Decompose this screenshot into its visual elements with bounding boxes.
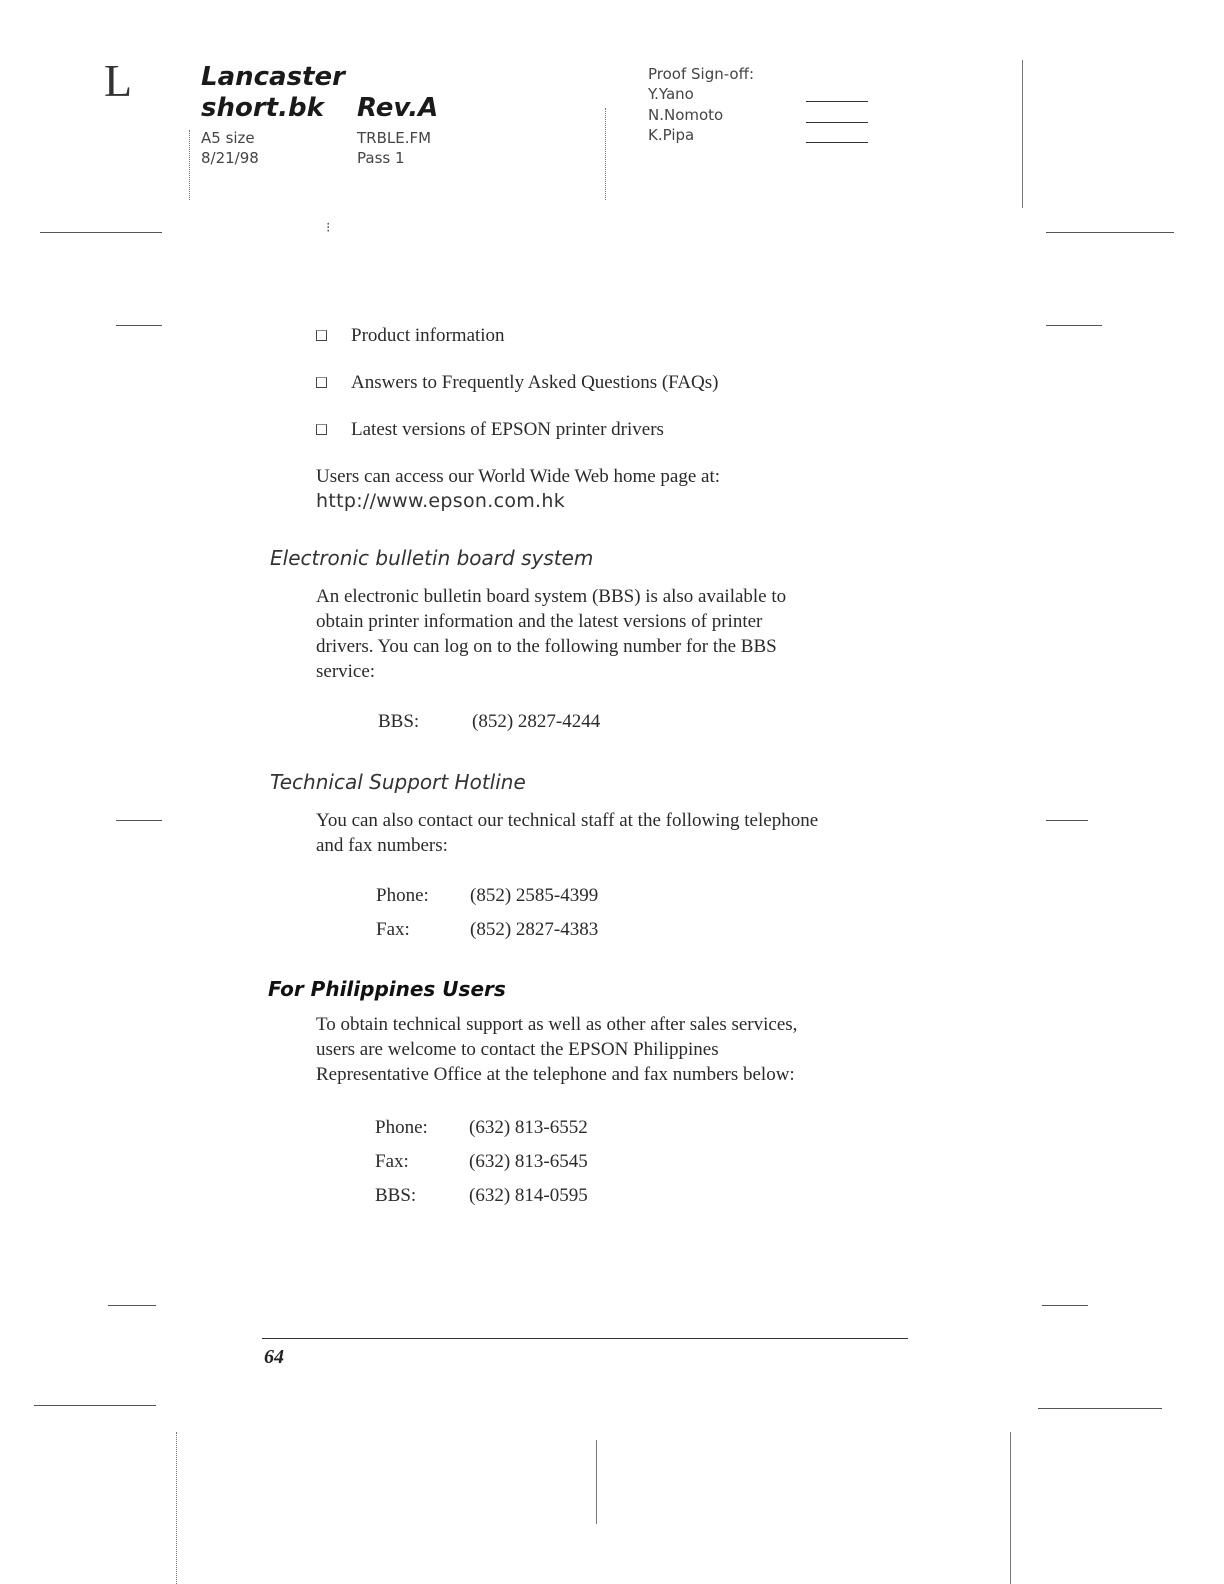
revision: Rev.A — [357, 93, 439, 123]
paragraph-line: To obtain technical support as well as other after sales services, — [316, 1014, 798, 1035]
footer-rule — [262, 1338, 908, 1339]
header-divider-right — [1022, 60, 1023, 208]
paragraph-line: and fax numbers: — [316, 835, 448, 856]
page-number: 64 — [264, 1346, 284, 1368]
list-item — [316, 323, 505, 348]
signer-3: K.Pipa — [648, 126, 695, 144]
list-item-text: Latest versions of EPSON printer drivers — [351, 419, 664, 440]
list-item — [316, 417, 664, 442]
page-size: A5 size — [201, 129, 255, 147]
crop-mark — [1046, 820, 1088, 821]
bbs-paragraph — [316, 584, 786, 684]
signer-2: N.Nomoto — [648, 106, 724, 124]
paragraph-line: You can also contact our technical staff at the following telephone — [316, 810, 819, 831]
crop-mark — [596, 1440, 597, 1524]
philippines-heading: For Philippines Users — [268, 977, 506, 1001]
philippines-paragraph — [316, 1012, 797, 1087]
paragraph-line: users are welcome to contact the EPSON Philippines — [316, 1039, 719, 1060]
checkbox-icon — [316, 330, 327, 341]
paragraph-line: obtain printer information and the latest versions of printer — [316, 611, 763, 632]
table-row — [375, 1145, 588, 1179]
doc-file: TRBLE.FM — [357, 129, 432, 147]
header-date: 8/21/98 — [201, 149, 259, 167]
contact-label: BBS: — [378, 711, 420, 732]
contact-label: Fax: — [375, 1151, 409, 1172]
bbs-heading: Electronic bulletin board system — [270, 546, 594, 570]
paragraph-line: Representative Office at the telephone and fax numbers below: — [316, 1064, 795, 1085]
proof-signoff-label: Proof Sign-off: — [648, 65, 754, 83]
table-row — [375, 1179, 588, 1213]
bbs-contact-table — [378, 705, 600, 739]
checkbox-icon — [316, 377, 327, 388]
web-intro: Users can access our World Wide Web home page at: — [316, 466, 721, 487]
table-row — [376, 879, 598, 913]
contact-label: Phone: — [376, 885, 429, 906]
crop-mark — [1042, 1305, 1088, 1306]
philippines-contact-table — [375, 1111, 588, 1213]
crop-mark — [40, 232, 162, 233]
contact-value: (852) 2827-4383 — [470, 919, 599, 940]
paragraph-line: An electronic bulletin board system (BBS) is also available to — [316, 586, 787, 607]
hotline-heading: Technical Support Hotline — [270, 770, 526, 794]
table-row — [376, 913, 598, 947]
crop-mark — [108, 1305, 156, 1306]
file-name: short.bk — [201, 93, 324, 123]
contact-label: Fax: — [376, 919, 410, 940]
contact-value: (852) 2585-4399 — [470, 885, 599, 906]
crop-mark — [34, 1405, 156, 1406]
header-divider-left — [189, 130, 190, 200]
signoff-line-3 — [806, 142, 868, 143]
crop-mark — [1046, 325, 1102, 326]
header-divider-mid — [605, 108, 606, 200]
signoff-line-1 — [806, 101, 868, 102]
contact-label: BBS: — [375, 1185, 417, 1206]
crop-mark — [176, 1432, 177, 1584]
crop-mark — [116, 325, 162, 326]
paragraph-line: drivers. You can log on to the following number for the BBS — [316, 636, 777, 657]
stray-mark: ⁝ — [326, 221, 331, 236]
signer-1: Y.Yano — [648, 85, 694, 103]
contact-value: (632) 814-0595 — [469, 1185, 588, 1206]
crop-mark — [116, 820, 162, 821]
contact-label: Phone: — [375, 1117, 428, 1138]
crop-mark — [1010, 1432, 1011, 1584]
list-item — [316, 370, 719, 395]
table-row — [378, 705, 600, 739]
list-item-text: Answers to Frequently Asked Questions (FAQs) — [351, 372, 719, 393]
paragraph-line: service: — [316, 661, 376, 682]
table-row — [375, 1111, 588, 1145]
list-item-text: Product information — [351, 325, 505, 346]
hotline-contact-table — [376, 879, 598, 947]
signoff-line-2 — [806, 122, 868, 123]
pass-number: Pass 1 — [357, 149, 405, 167]
contact-value: (632) 813-6545 — [469, 1151, 588, 1172]
book-name: Lancaster — [201, 62, 345, 92]
checkbox-icon — [316, 424, 327, 435]
side-letter: L — [104, 55, 133, 106]
web-url[interactable]: http://www.epson.com.hk — [316, 490, 566, 512]
contact-value: (632) 813-6552 — [469, 1117, 588, 1138]
crop-mark — [1046, 232, 1174, 233]
hotline-paragraph — [316, 808, 818, 858]
contact-value: (852) 2827-4244 — [472, 711, 601, 732]
crop-mark — [1038, 1408, 1162, 1409]
